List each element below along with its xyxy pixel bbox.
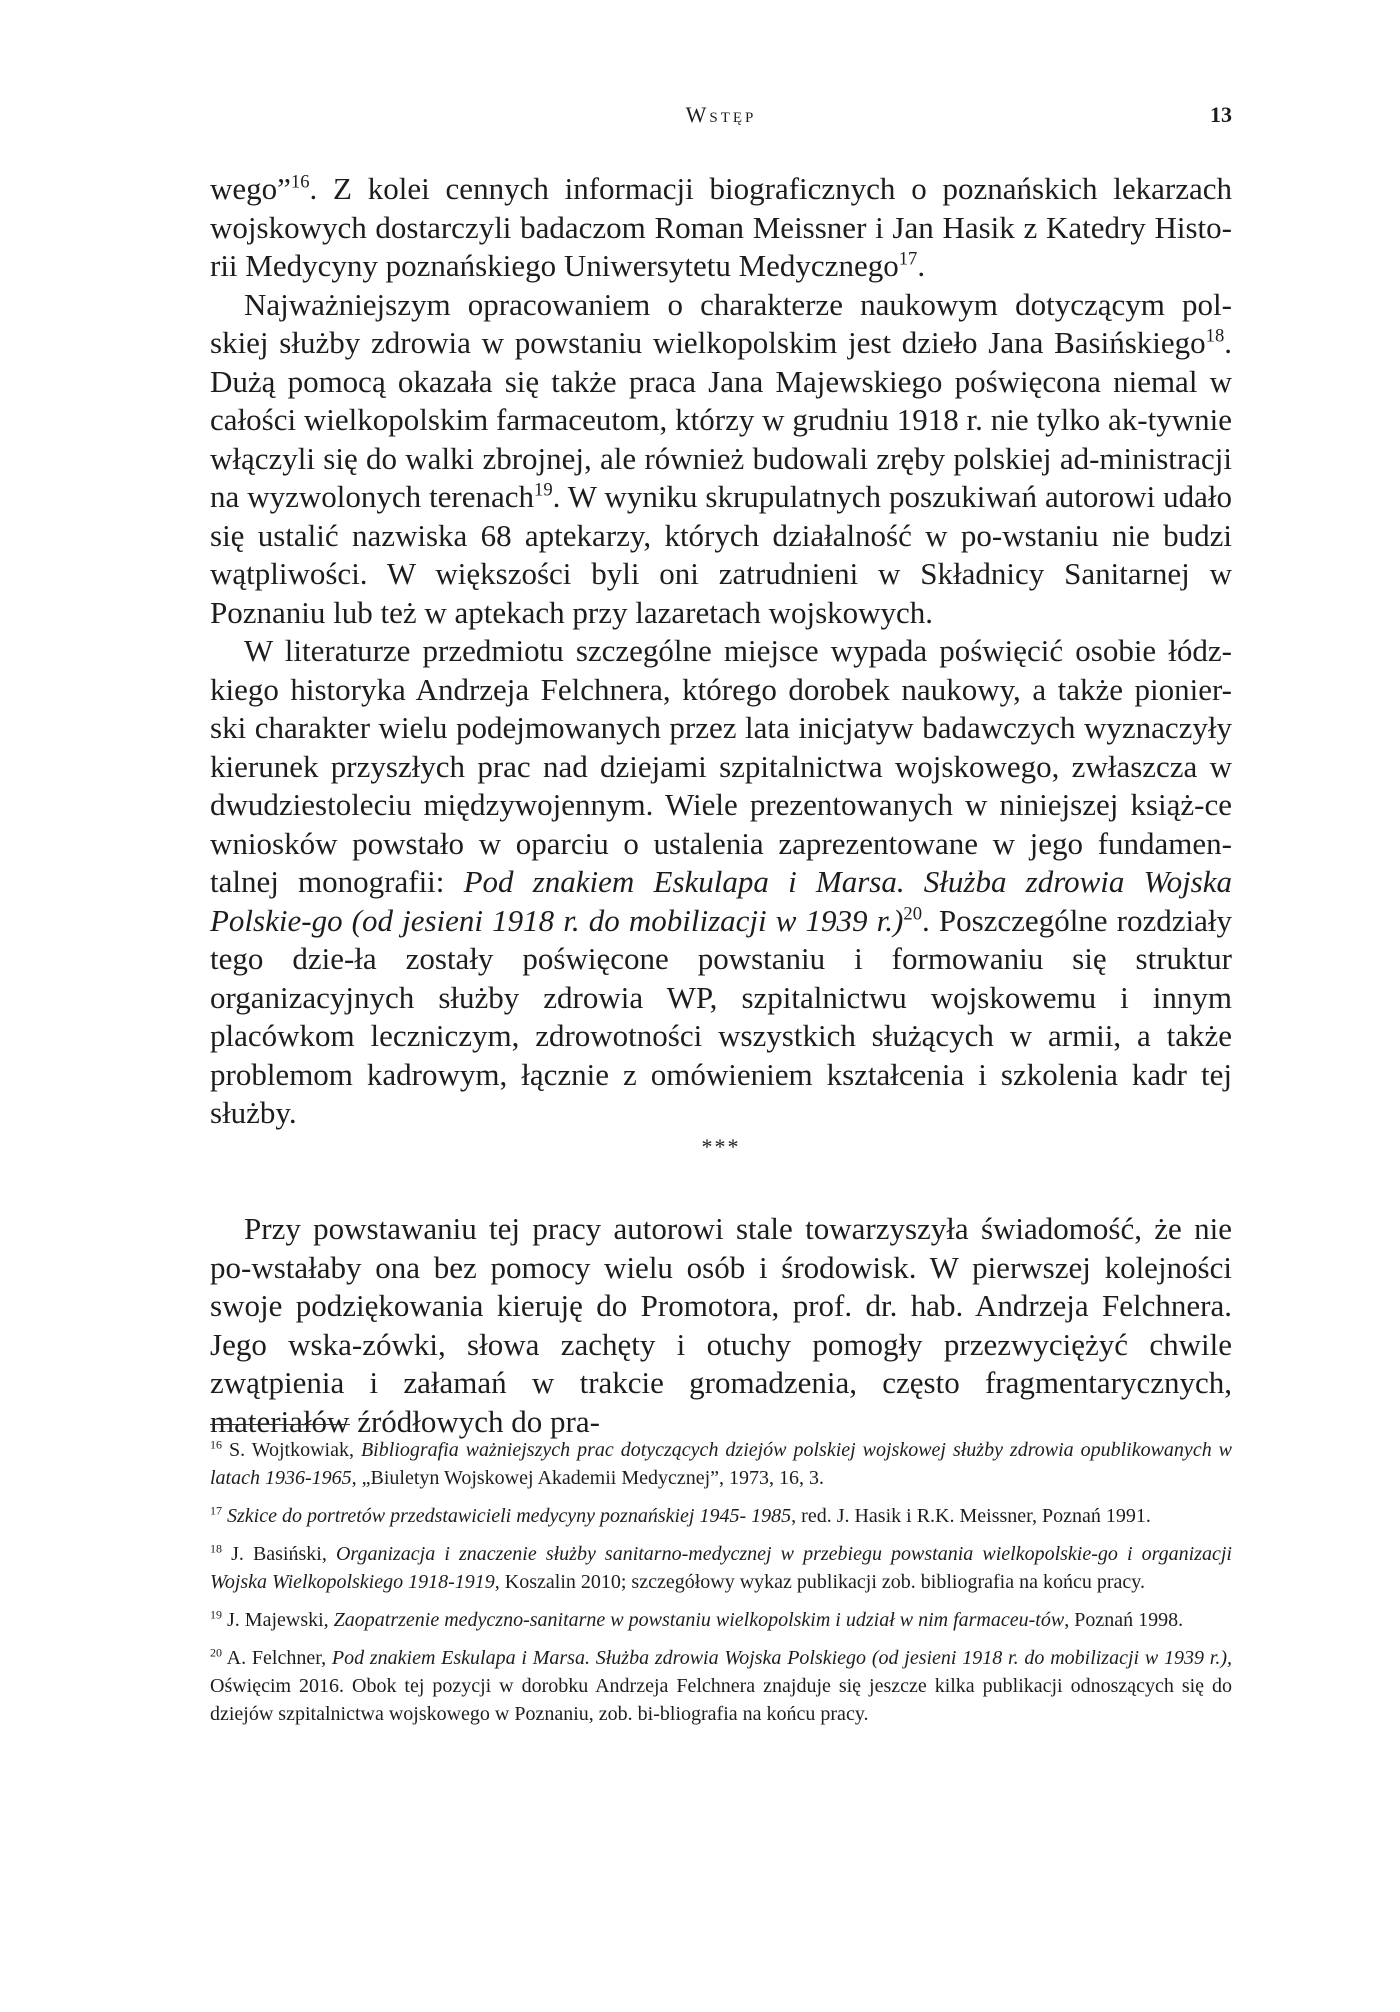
footnote-number: 16 (210, 1437, 222, 1452)
footnote-number: 20 (210, 1645, 222, 1660)
footnote-ref-20: 20 (903, 903, 922, 925)
footnote-text: , „Biuletyn Wojskowej Akademii Medycznej”, 1973, 16, 3. (351, 1467, 825, 1489)
section-separator: *** (701, 1134, 741, 1159)
footnote-19 (210, 1606, 1232, 1634)
running-head (210, 102, 1232, 138)
footnote-title: Szkice do portretów przedstawicieli medycyny poznańskiej 1945- 1985 (227, 1505, 792, 1527)
footnote-ref-19: 19 (534, 479, 553, 501)
footnote-divider (210, 1424, 350, 1425)
paragraph-4: Przy powstawaniu tej pracy autorowi stale towarzyszyła świadomość, że nie po-wstałaby ona bez pomocy wielu osób i środowisk. W pierwszej kolejności swoje podziękowania kieruję do Promotora, prof. dr. hab. Andrzeja Felchnera. Jego wska-zówki, słowa zachęty i otuchy pomogły przezwyciężyć chwile zwątpienia i załamań w trakcie gromadzenia, często fragmentarycznych, materiałów źródłowych do pra- (210, 1211, 1232, 1439)
paragraph-3 (210, 632, 1232, 1133)
footnote-number: 19 (210, 1607, 222, 1622)
footnote-number: 17 (210, 1503, 222, 1518)
paragraph-text: . W wyniku skrupulatnych poszukiwań autorowi udało się ustalić nazwiska 68 aptekarzy, których działalność w po-wstaniu nie budzi wątpliwości. W większości byli oni zatrudnieni w Składnicy Sanitarnej w Poznaniu lub też w aptekach przy lazaretach wojskowych. (210, 479, 1233, 630)
paragraph-2 (210, 286, 1232, 633)
paragraph-text: . (917, 248, 926, 283)
footnote-text: J. Basiński, (222, 1543, 336, 1565)
footnote-number: 18 (210, 1541, 222, 1556)
footnote-text: A. Felchner, (222, 1647, 332, 1669)
footnote-title: Organizacja i znaczenie służby sanitarno-medycznej w przebiegu powstania wielkopolskie-go i organizacji Wojska Wielkopolskiego 1918-1919 (210, 1543, 1232, 1593)
paragraph-text: . Poszczególne rozdziały tego dzie-ła zostały poświęcone powstaniu i formowaniu się struktur organizacyjnych służby zdrowia WP, szpitalnictwu wojskowemu i innym placówkom leczniczym, zdrowotności wszystkich służących w armii, a także problemom kadrowym, łącznie z omówieniem kształcenia i szkolenia kadr tej służby. (210, 902, 1233, 1130)
paragraph-text: . Dużą pomocą okazała się także praca Jana Majewskiego poświęcona niemal w całości wielkopolskim farmaceutom, którzy w grudniu 1918 r. nie tylko ak-tywnie włączyli się do walki zbrojnej, ale również budowali zręby polskiej ad-ministracji na wyzwolonych terenach (210, 325, 1232, 514)
footnote-ref-16: 16 (290, 171, 310, 193)
footnote-title: Zaopatrzenie medyczno-sanitarne w powstaniu wielkopolskim i udział w nim farmaceu-tów (333, 1609, 1065, 1631)
main-text (210, 170, 1232, 1133)
footnote-text: , red. J. Hasik i R.K. Meissner, Poznań 1991. (791, 1505, 1151, 1527)
footnote-18 (210, 1540, 1232, 1596)
footnote-16 (210, 1436, 1232, 1492)
footnote-ref-17: 17 (898, 248, 918, 270)
page-number: 13 (1210, 102, 1232, 127)
paragraph-text: wego” (210, 171, 291, 206)
footnote-20 (210, 1644, 1232, 1728)
footnote-text: J. Majewski, (222, 1609, 334, 1631)
footnote-text: , Poznań 1998. (1064, 1609, 1184, 1631)
footnote-17 (210, 1502, 1232, 1530)
footnote-title: Bibliografia ważniejszych prac dotyczących dziejów polskiej wojskowej służby zdrowia opublikowanych w latach 1936-1965 (210, 1439, 1232, 1489)
paragraph-text: W literaturze przedmiotu szczególne miejsce wypada poświęcić osobie łódz-kiego historyka Andrzeja Felchnera, którego dorobek naukowy, a także pionier-ski charakter wielu podejmowanych przez lata inicjatyw badawczych wyznaczyły kierunek przyszłych prac nad dziejami szpitalnictwa wojskowego, zwłaszcza w dwudziestoleciu międzywojennym. Wiele prezentowanych w niniejszej książ-ce wniosków powstało w oparciu o ustalenia zaprezentowane w jego fundamen-talnej monografii: (210, 633, 1232, 899)
acknowledgements-text (210, 1210, 1232, 1441)
footnote-ref-18: 18 (1205, 325, 1225, 347)
footnote-text: S. Wojtkowiak, (222, 1439, 361, 1461)
paragraph-text: Najważniejszym opracowaniem o charakterze naukowym dotyczącym pol-skiej służby zdrowia w powstaniu wielkopolskim jest dzieło Jana Basińskiego (210, 286, 1232, 360)
footnote-text: Oświęcim 2016. Obok tej pozycji w dorobku Andrzeja Felchnera znajduje się jeszcze kilka publikacji odnoszących się do dziejów szpitalnictwa wojskowego w Poznaniu, zob. bi-bliografia na końcu pracy. (210, 1675, 1232, 1725)
footnote-title: Pod znakiem Eskulapa i Marsa. Służba zdrowia Wojska Polskiego (od jesieni 1918 r. do mobilizacji w 1939 r.), (331, 1647, 1232, 1669)
footnotes (210, 1436, 1232, 1738)
book-title: Pod znakiem Eskulapa i Marsa. Służba zdrowia Wojska Polskie-go (od jesieni 1918 r. do mobilizacji w 1939 r.) (210, 864, 1233, 938)
footnote-text: , Koszalin 2010; szczegółowy wykaz publikacji zob. bibliografia na końcu pracy. (494, 1571, 1145, 1593)
paragraph-text: . Z kolei cennych informacji biograficznych o poznańskich lekarzach wojskowych dostarczyli badaczom Roman Meissner i Jan Hasik z Katedry Histo-rii Medycyny poznańskiego Uniwersytetu Medycznego (210, 171, 1232, 283)
running-title: Wstęp (685, 102, 757, 127)
paragraph-1 (210, 170, 1232, 286)
